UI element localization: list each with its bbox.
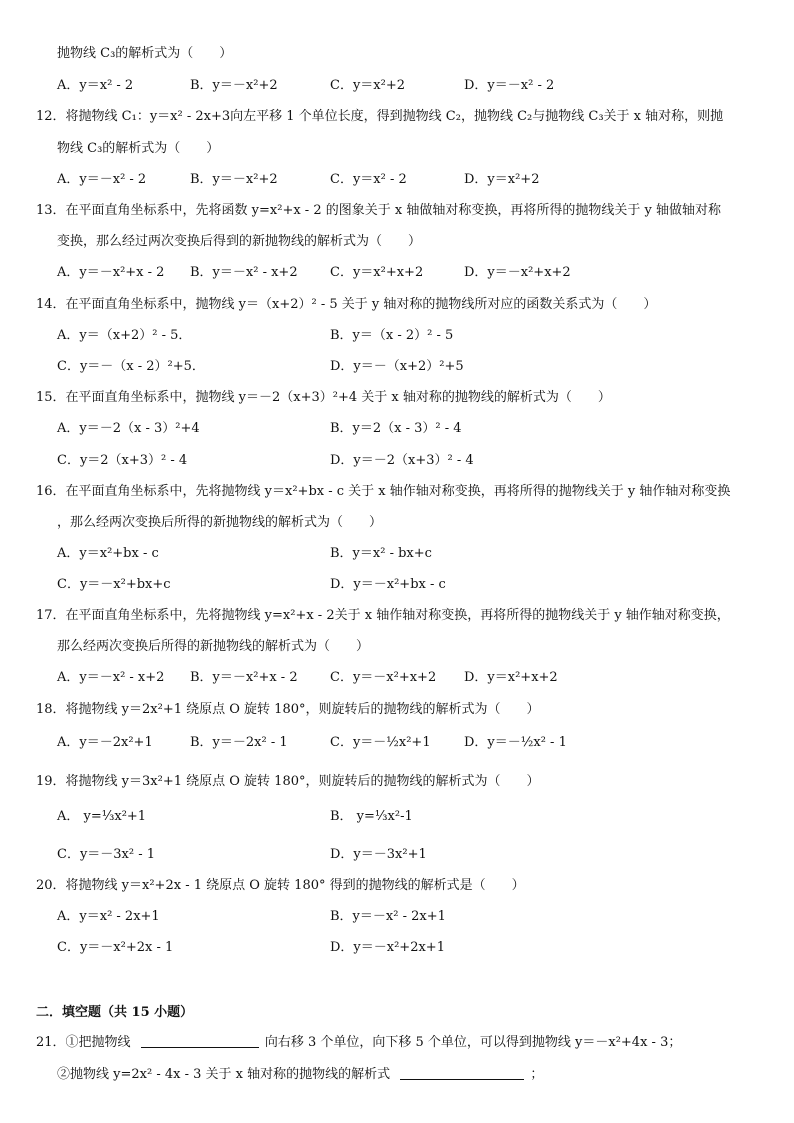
q11-stem-end: 抛物线 C₃的解析式为（ ）	[57, 46, 233, 61]
q21-part1-prefix: 21．①把抛物线	[36, 1035, 131, 1050]
q21-part1	[36, 1033, 681, 1052]
q11-option-b: B．y＝－x²+2	[190, 78, 278, 93]
q12-stem-end: 物线 C₃的解析式为（ ）	[57, 141, 220, 156]
q15-option-c: C．y＝2（x+3）² - 4	[57, 453, 188, 468]
q15-stem: 15．在平面直角坐标系中，抛物线 y＝－2（x+3）²+4 关于 x 轴对称的抛物线的解析式为（ ）	[36, 390, 611, 405]
q13-option-b: B．y＝－x² - x+2	[190, 265, 298, 280]
q19-option-a: A． y=⅓x²+1	[57, 809, 147, 824]
q13-option-a: A．y＝－x²+x - 2	[57, 265, 165, 280]
q15-option-a: A．y＝－2（x - 3）²+4	[57, 421, 200, 436]
q11-option-a: A．y＝x² - 2	[57, 78, 134, 93]
q20-option-b: B．y＝－x² - 2x+1	[330, 909, 446, 924]
q16-stem-end: ，那么经两次变换后所得的新抛物线的解析式为（ ）	[57, 515, 383, 530]
q13-option-c: C．y＝x²+x+2	[330, 265, 424, 280]
q16-option-b: B．y＝x² - bx+c	[330, 546, 432, 561]
q21-blank-1[interactable]	[141, 1033, 259, 1048]
q15-option-d: D．y＝－2（x+3）² - 4	[330, 453, 474, 468]
q14-option-a: A．y＝（x+2）² - 5．	[57, 328, 192, 343]
q11-option-d: D．y＝－x² - 2	[464, 78, 555, 93]
q18-option-b: B．y＝－2x² - 1	[190, 735, 288, 750]
q17-option-b: B．y＝－x²+x - 2	[190, 670, 298, 685]
q11-option-c: C．y＝x²+2	[330, 78, 405, 93]
q17-option-d: D．y＝x²+x+2	[464, 670, 558, 685]
section-title: 二．填空题（共 15 小题）	[36, 1005, 194, 1020]
q18-option-a: A．y＝－2x²+1	[57, 735, 153, 750]
q12-option-d: D．y＝x²+2	[464, 172, 540, 187]
q19-option-c: C．y＝－3x² - 1	[57, 847, 156, 862]
q21-part2	[57, 1065, 543, 1084]
q18-option-c: C．y＝－½x²+1	[330, 735, 431, 750]
q14-option-b: B．y＝（x - 2）² - 5	[330, 328, 454, 343]
q19-option-d: D．y＝－3x²+1	[330, 847, 427, 862]
q15-option-b: B．y＝2（x - 3）² - 4	[330, 421, 462, 436]
q12-stem: 12．将抛物线 C₁：y＝x² - 2x+3向左平移 1 个单位长度，得到抛物线 C₂，抛物线 C₂与抛物线 C₃关于 x 轴对称，则抛	[36, 109, 724, 124]
q16-option-a: A．y＝x²+bx - c	[57, 546, 159, 561]
q16-option-d: D．y＝－x²+bx - c	[330, 577, 446, 592]
q19-stem: 19．将抛物线 y＝3x²+1 绕原点 O 旋转 180°，则旋转后的抛物线的解析式为（ ）	[36, 774, 540, 789]
q13-stem: 13．在平面直角坐标系中，先将函数 y=x²+x - 2 的图象关于 x 轴做轴对称变换，再将所得的抛物线关于 y 轴做轴对称	[36, 203, 721, 218]
q14-option-d: D．y＝－（x+2）²+5	[330, 359, 464, 374]
q20-option-c: C．y＝－x²+2x - 1	[57, 940, 174, 955]
q12-option-b: B．y＝－x²+2	[190, 172, 278, 187]
q14-option-c: C．y＝－（x - 2）²+5．	[57, 359, 205, 374]
q17-option-c: C．y＝－x²+x+2	[330, 670, 437, 685]
q21-part2-suffix: ；	[530, 1067, 544, 1082]
q20-option-d: D．y＝－x²+2x+1	[330, 940, 445, 955]
q21-part1-suffix: 向右移 3 个单位，向下移 5 个单位，可以得到抛物线 y＝－x²+4x - 3；	[264, 1035, 682, 1050]
q21-part2-prefix: ②抛物线 y=2x² - 4x - 3 关于 x 轴对称的抛物线的解析式	[57, 1067, 391, 1082]
q18-option-d: D．y＝－½x² - 1	[464, 735, 567, 750]
q12-option-c: C．y＝x² - 2	[330, 172, 407, 187]
q17-option-a: A．y＝－x² - x+2	[57, 670, 165, 685]
q20-option-a: A．y＝x² - 2x+1	[57, 909, 160, 924]
q17-stem-end: 那么经两次变换后所得的新抛物线的解析式为（ ）	[57, 639, 370, 654]
q12-option-a: A．y＝－x² - 2	[57, 172, 147, 187]
q18-stem: 18．将抛物线 y＝2x²+1 绕原点 O 旋转 180°，则旋转后的抛物线的解析式为（ ）	[36, 702, 540, 717]
q14-stem: 14．在平面直角坐标系中，抛物线 y＝（x+2）² - 5 关于 y 轴对称的抛物线所对应的函数关系式为（ ）	[36, 297, 657, 312]
q20-stem: 20．将抛物线 y＝x²+2x - 1 绕原点 O 旋转 180° 得到的抛物线的解析式是（ ）	[36, 878, 525, 893]
q13-option-d: D．y＝－x²+x+2	[464, 265, 571, 280]
q16-stem: 16．在平面直角坐标系中，先将抛物线 y＝x²+bx - c 关于 x 轴作轴对称变换，再将所得的抛物线关于 y 轴作轴对称变换	[36, 484, 731, 499]
q17-stem: 17．在平面直角坐标系中，先将抛物线 y=x²+x - 2关于 x 轴作轴对称变换，再将所得的抛物线关于 y 轴作轴对称变换，	[36, 608, 730, 623]
q21-blank-2[interactable]	[400, 1065, 524, 1080]
q19-option-b: B． y=⅓x²-1	[330, 809, 413, 824]
q16-option-c: C．y＝－x²+bx+c	[57, 577, 171, 592]
q13-stem-end: 变换，那么经过两次变换后得到的新抛物线的解析式为（ ）	[57, 234, 422, 249]
